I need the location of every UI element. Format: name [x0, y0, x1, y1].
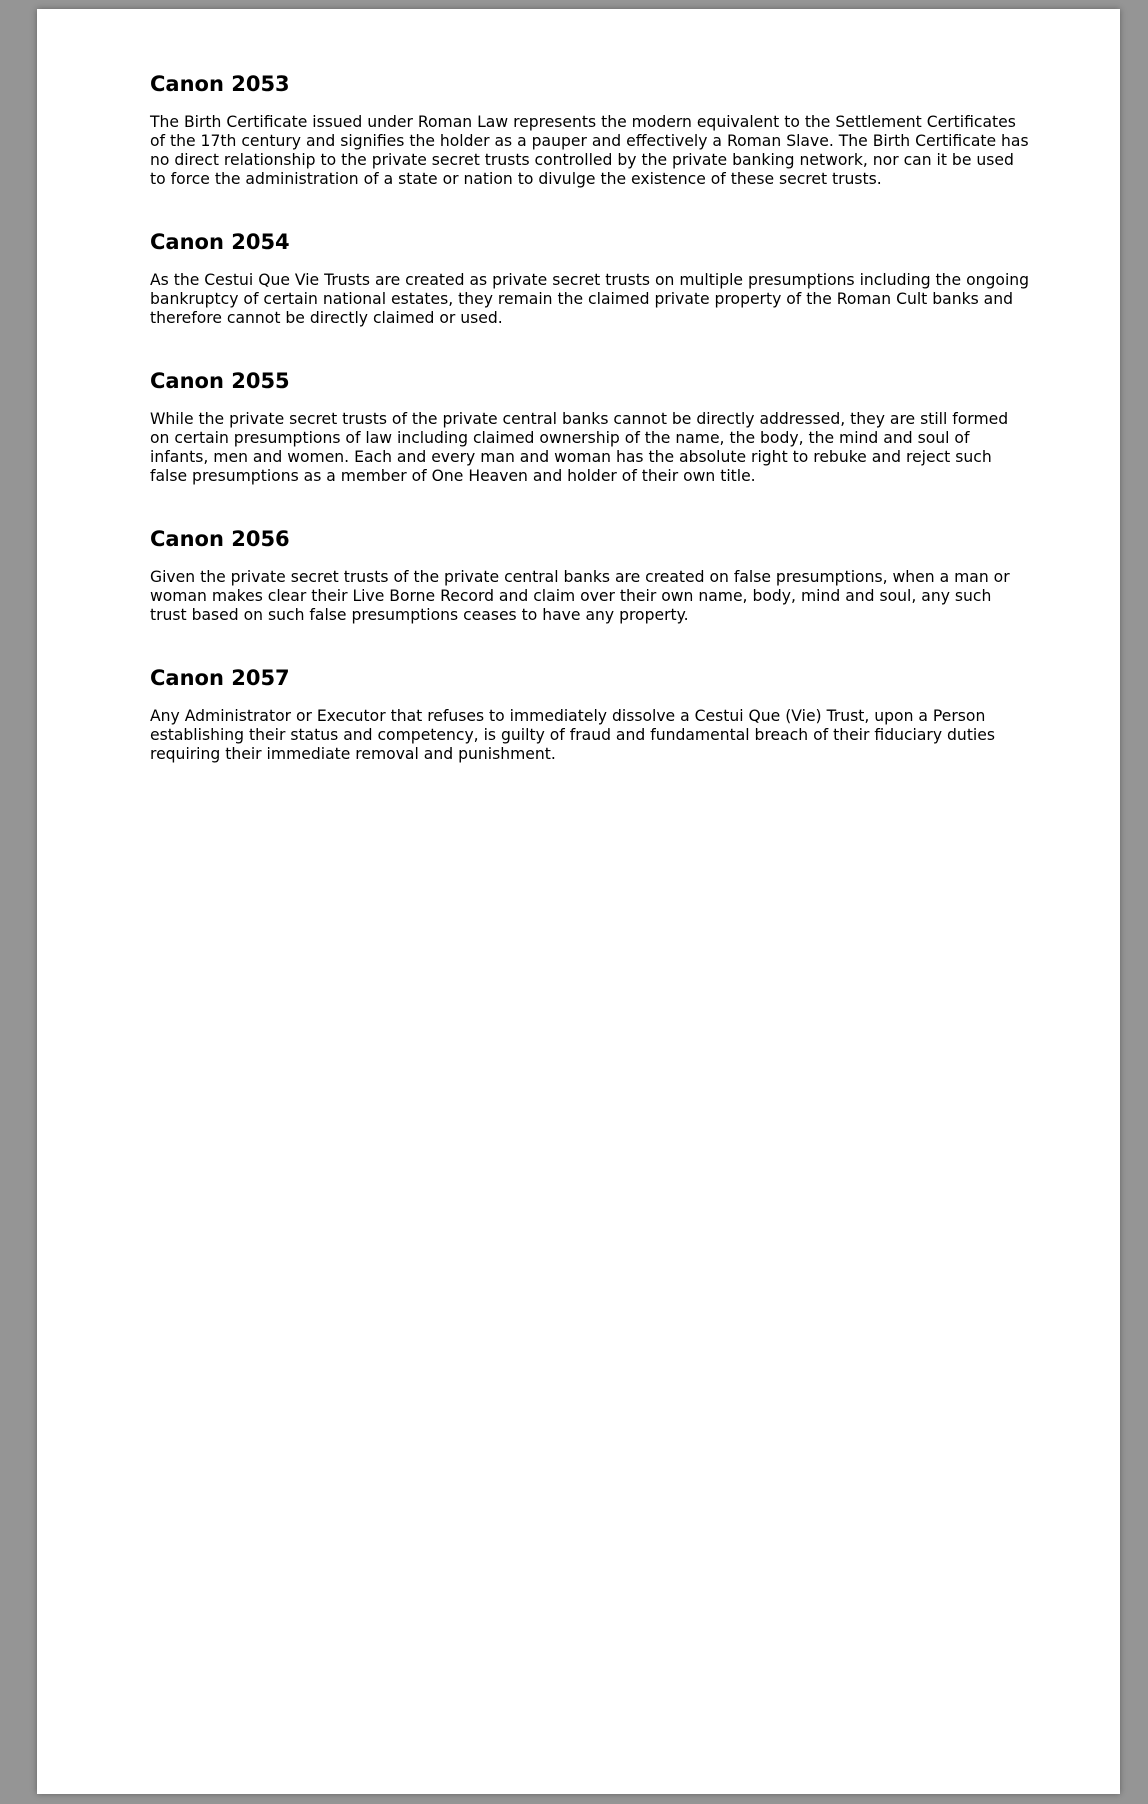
canon-section	[150, 71, 1030, 189]
canon-section	[150, 665, 1030, 764]
canon-heading: Canon 2055	[150, 369, 290, 393]
page-content	[150, 71, 1030, 804]
document-page	[37, 9, 1120, 1794]
canon-body: The Birth Certificate issued under Roman Law represents the modern equivalent to the Settlement Certificates of the 17th century and signifies the holder as a pauper and effectively a Roman Slave. The Birth Certificate has no direct relationship to the private secret trusts controlled by the private banking network, nor can it be used to force the administration of a state or nation to divulge the existence of these secret trusts.	[150, 113, 1029, 188]
canon-heading: Canon 2056	[150, 527, 290, 551]
canon-body: As the Cestui Que Vie Trusts are created as private secret trusts on multiple presumptions including the ongoing bankruptcy of certain national estates, they remain the claimed private property of the Roman Cult banks and therefore cannot be directly claimed or used.	[150, 271, 1030, 327]
canon-body: While the private secret trusts of the private central banks cannot be directly addressed, they are still formed on certain presumptions of law including claimed ownership of the name, the body, the mind and soul of infants, men and women. Each and every man and woman has the absolute right to rebuke and reject such false presumptions as a member of One Heaven and holder of their own title.	[150, 410, 1009, 485]
canon-section	[150, 229, 1030, 328]
canon-heading: Canon 2054	[150, 230, 290, 254]
canon-section	[150, 526, 1030, 625]
canon-body: Any Administrator or Executor that refuses to immediately dissolve a Cestui Que (Vie) Trust, upon a Person establishing their status and competency, is guilty of fraud and fundamental breach of their fiduciary duties requiring their immediate removal and punishment.	[150, 707, 995, 763]
canon-heading: Canon 2057	[150, 666, 290, 690]
canon-heading: Canon 2053	[150, 72, 290, 96]
canon-body: Given the private secret trusts of the private central banks are created on false presumptions, when a man or woman makes clear their Live Borne Record and claim over their own name, body, mind and soul, any such trust based on such false presumptions ceases to have any property.	[150, 568, 1010, 624]
canon-section	[150, 368, 1030, 486]
